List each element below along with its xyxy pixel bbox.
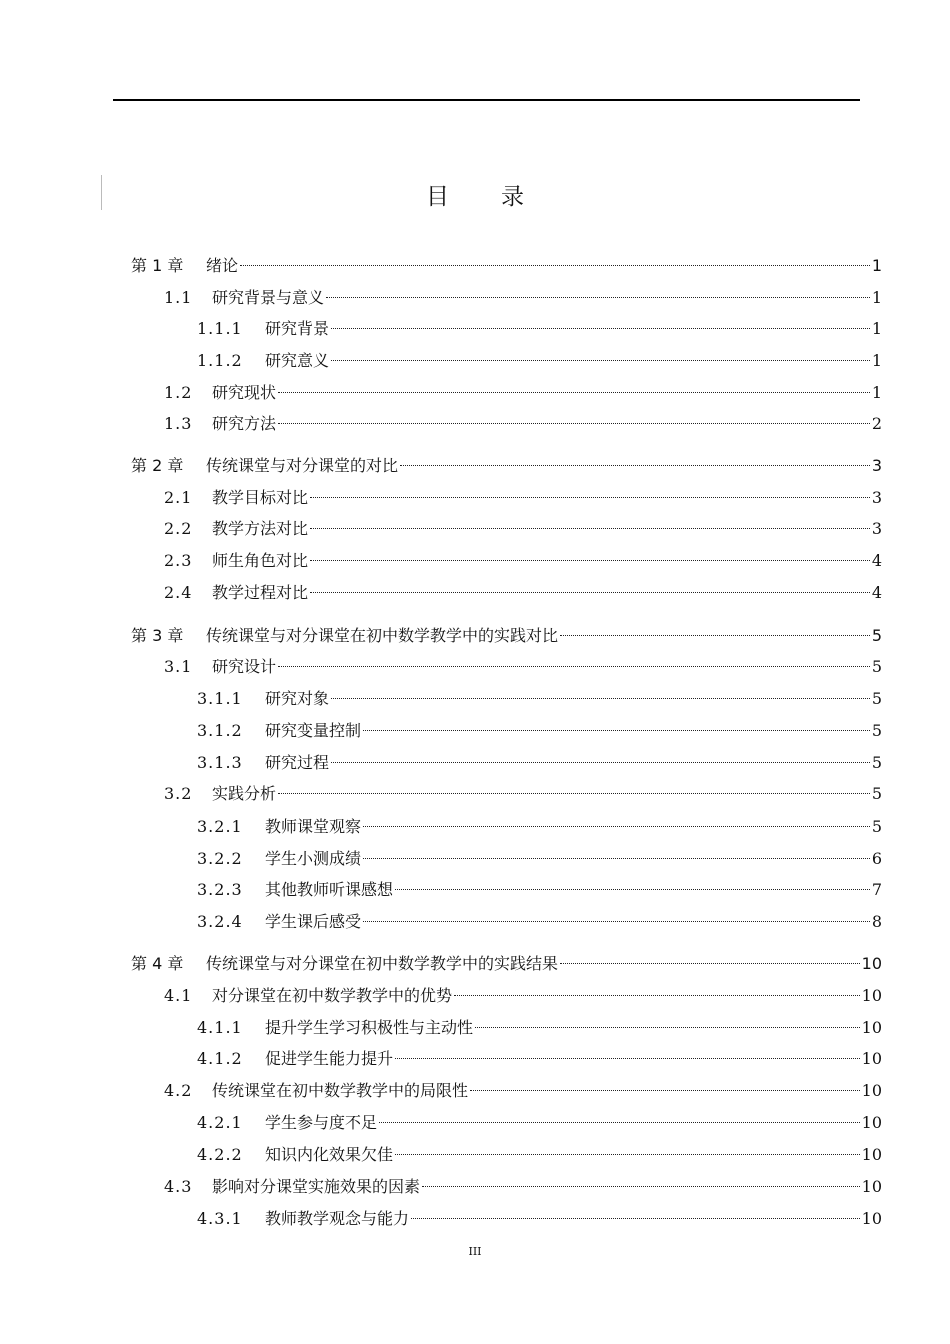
toc-leader-dots xyxy=(310,576,870,598)
toc-entry-page: 5 xyxy=(871,753,882,772)
toc-entry-number: 2.4 xyxy=(164,583,193,602)
toc-entry-page: 4 xyxy=(871,583,882,602)
toc-leader-dots xyxy=(395,1042,860,1064)
toc-leader-dots xyxy=(395,873,870,895)
toc-entry-page: 5 xyxy=(871,689,882,708)
toc-entry-page: 10 xyxy=(861,954,882,973)
toc-leader-dots xyxy=(363,714,870,736)
toc-entry-number: 4.3.1 xyxy=(197,1209,243,1228)
toc-entry-page: 10 xyxy=(861,1209,882,1228)
toc-entry[interactable] xyxy=(164,1170,882,1198)
toc-leader-dots xyxy=(310,512,870,534)
toc-entry-number: 第 4 章 xyxy=(131,954,184,973)
toc-entry-number: 4.1.2 xyxy=(197,1049,243,1068)
toc-entry-label: 对分课堂在初中数学教学中的优势 xyxy=(212,986,453,1005)
toc-entry[interactable] xyxy=(197,312,882,340)
toc-entry[interactable] xyxy=(164,1074,882,1102)
toc-entry-label: 研究过程 xyxy=(265,753,330,772)
toc-entry-page: 3 xyxy=(871,488,882,507)
toc-entry-label: 研究意义 xyxy=(265,351,330,370)
toc-entry[interactable] xyxy=(164,544,882,572)
toc-entry-label: 研究设计 xyxy=(212,657,277,676)
toc-leader-dots xyxy=(560,947,860,969)
toc-entry-number: 1.3 xyxy=(164,414,193,433)
toc-entry-number: 4.1 xyxy=(164,986,193,1005)
toc-entry-page: 1 xyxy=(871,256,882,275)
toc-entry-number: 1.1.2 xyxy=(197,351,243,370)
toc-entry-page: 10 xyxy=(861,1049,882,1068)
toc-leader-dots xyxy=(454,979,860,1001)
toc-entry-number: 1.1 xyxy=(164,288,193,307)
toc-entry-label: 教学方法对比 xyxy=(212,519,309,538)
toc-entry[interactable] xyxy=(164,376,882,404)
toc-leader-dots xyxy=(278,777,870,799)
toc-entry-number: 4.3 xyxy=(164,1177,193,1196)
title-char-1: 目 xyxy=(426,184,449,210)
toc-entry[interactable] xyxy=(164,281,882,309)
toc-leader-dots xyxy=(278,407,870,429)
toc-entry-page: 3 xyxy=(871,456,882,475)
toc-entry-label: 其他教师听课感想 xyxy=(265,880,394,899)
toc-leader-dots xyxy=(278,650,870,672)
toc-entry[interactable] xyxy=(197,1011,882,1039)
toc-entry-label: 研究方法 xyxy=(212,414,277,433)
toc-entry-label: 传统课堂与对分课堂在初中数学教学中的实践结果 xyxy=(206,954,559,973)
toc-leader-dots xyxy=(363,810,870,832)
toc-entry[interactable] xyxy=(131,947,882,975)
toc-leader-dots xyxy=(240,249,870,271)
toc-leader-dots xyxy=(422,1170,860,1192)
toc-entry-label: 学生参与度不足 xyxy=(265,1113,378,1132)
toc-entry[interactable] xyxy=(197,746,882,774)
toc-entry[interactable] xyxy=(131,249,882,277)
toc-entry-page: 3 xyxy=(871,519,882,538)
toc-entry[interactable] xyxy=(164,979,882,1007)
toc-entry-number: 3.1.2 xyxy=(197,721,243,740)
toc-entry-number: 4.2 xyxy=(164,1081,193,1100)
toc-entry-page: 10 xyxy=(861,1113,882,1132)
toc-entry[interactable] xyxy=(197,1202,882,1230)
toc-entry[interactable] xyxy=(197,714,882,742)
toc-entry-label: 促进学生能力提升 xyxy=(265,1049,394,1068)
toc-entry-label: 研究现状 xyxy=(212,383,277,402)
toc-leader-dots xyxy=(363,905,870,927)
toc-entry-label: 知识内化效果欠佳 xyxy=(265,1145,394,1164)
toc-leader-dots xyxy=(331,344,870,366)
toc-entry-page: 1 xyxy=(871,351,882,370)
toc-entry-label: 教师教学观念与能力 xyxy=(265,1209,410,1228)
toc-entry-number: 2.3 xyxy=(164,551,193,570)
toc-entry-label: 教学目标对比 xyxy=(212,488,309,507)
toc-entry[interactable] xyxy=(164,650,882,678)
toc-entry-label: 实践分析 xyxy=(212,784,277,803)
toc-entry-page: 10 xyxy=(861,986,882,1005)
toc-leader-dots xyxy=(363,842,870,864)
toc-entry-number: 3.2.3 xyxy=(197,880,243,899)
toc-entry-label: 学生小测成绩 xyxy=(265,849,362,868)
toc-leader-dots xyxy=(475,1011,860,1033)
toc-entry-label: 学生课后感受 xyxy=(265,912,362,931)
toc-entry-number: 3.2.1 xyxy=(197,817,243,836)
toc-entry-number: 3.2.4 xyxy=(197,912,243,931)
toc-entry-page: 5 xyxy=(871,784,882,803)
toc-entry-number: 4.2.1 xyxy=(197,1113,243,1132)
toc-entry-page: 5 xyxy=(871,817,882,836)
toc-entry[interactable] xyxy=(197,1138,882,1166)
toc-leader-dots xyxy=(310,544,870,566)
toc-leader-dots xyxy=(331,746,870,768)
toc-entry[interactable] xyxy=(197,842,882,870)
toc-entry-number: 4.2.2 xyxy=(197,1145,243,1164)
toc-entry[interactable] xyxy=(131,619,882,647)
toc-leader-dots xyxy=(395,1138,860,1160)
toc-entry-number: 3.1.3 xyxy=(197,753,243,772)
toc-entry-label: 研究对象 xyxy=(265,689,330,708)
toc-leader-dots xyxy=(411,1202,860,1224)
title-char-2: 录 xyxy=(501,184,524,210)
toc-entry[interactable] xyxy=(197,682,882,710)
toc-entry-page: 5 xyxy=(871,626,882,645)
toc-entry-page: 10 xyxy=(861,1018,882,1037)
toc-entry-label: 传统课堂与对分课堂的对比 xyxy=(206,456,399,475)
toc-entry-label: 研究背景 xyxy=(265,319,330,338)
toc-entry-page: 5 xyxy=(871,657,882,676)
toc-entry[interactable] xyxy=(197,344,882,372)
toc-entry-page: 6 xyxy=(871,849,882,868)
toc-entry-number: 1.1.1 xyxy=(197,319,243,338)
toc-entry-page: 10 xyxy=(861,1081,882,1100)
toc-entry[interactable] xyxy=(197,1042,882,1070)
toc-entry[interactable] xyxy=(164,576,882,604)
toc-entry-number: 2.2 xyxy=(164,519,193,538)
toc-entry[interactable] xyxy=(197,810,882,838)
toc-entry-number: 3.2.2 xyxy=(197,849,243,868)
toc-entry-number: 3.1 xyxy=(164,657,193,676)
toc-entry[interactable] xyxy=(164,512,882,540)
toc-entry-number: 2.1 xyxy=(164,488,193,507)
toc-entry-page: 1 xyxy=(871,319,882,338)
toc-entry-number: 第 3 章 xyxy=(131,626,184,645)
toc-entry[interactable] xyxy=(131,449,882,477)
toc-leader-dots xyxy=(331,312,870,334)
toc-entry-label: 绪论 xyxy=(206,256,239,275)
toc-entry[interactable] xyxy=(197,873,882,901)
toc-entry-number: 1.2 xyxy=(164,383,193,402)
toc-entry-page: 1 xyxy=(871,383,882,402)
toc-entry-number: 第 1 章 xyxy=(131,256,184,275)
toc-entry[interactable] xyxy=(164,407,882,435)
toc-entry[interactable] xyxy=(197,905,882,933)
toc-entry[interactable] xyxy=(197,1106,882,1134)
page-number: III xyxy=(468,1245,482,1258)
toc-leader-dots xyxy=(326,281,870,303)
toc-leader-dots xyxy=(379,1106,860,1128)
toc-entry-number: 3.2 xyxy=(164,784,193,803)
toc-entry-page: 7 xyxy=(871,880,882,899)
toc-entry-page: 1 xyxy=(871,288,882,307)
toc-entry-page: 10 xyxy=(861,1177,882,1196)
toc-entry-label: 教师课堂观察 xyxy=(265,817,362,836)
toc-leader-dots xyxy=(400,449,870,471)
toc-entry-number: 4.1.1 xyxy=(197,1018,243,1037)
toc-leader-dots xyxy=(470,1074,860,1096)
toc-entry-label: 传统课堂与对分课堂在初中数学教学中的实践对比 xyxy=(206,626,559,645)
toc-leader-dots xyxy=(560,619,870,641)
toc-leader-dots xyxy=(310,481,870,503)
toc-entry-label: 研究背景与意义 xyxy=(212,288,325,307)
toc-leader-dots xyxy=(278,376,870,398)
toc-entry-label: 教学过程对比 xyxy=(212,583,309,602)
toc-entry-page: 2 xyxy=(871,414,882,433)
toc-entry-number: 第 2 章 xyxy=(131,456,184,475)
toc-entry[interactable] xyxy=(164,777,882,805)
toc-leader-dots xyxy=(331,682,870,704)
toc-entry[interactable] xyxy=(164,481,882,509)
toc-entry-number: 3.1.1 xyxy=(197,689,243,708)
toc-entry-label: 师生角色对比 xyxy=(212,551,309,570)
toc-entry-page: 10 xyxy=(861,1145,882,1164)
toc-entry-page: 8 xyxy=(871,912,882,931)
toc-entry-label: 传统课堂在初中数学教学中的局限性 xyxy=(212,1081,469,1100)
toc-entry-label: 影响对分课堂实施效果的因素 xyxy=(212,1177,421,1196)
toc-entry-page: 5 xyxy=(871,721,882,740)
toc-entry-label: 研究变量控制 xyxy=(265,721,362,740)
toc-entry-label: 提升学生学习积极性与主动性 xyxy=(265,1018,474,1037)
toc-entry-page: 4 xyxy=(871,551,882,570)
